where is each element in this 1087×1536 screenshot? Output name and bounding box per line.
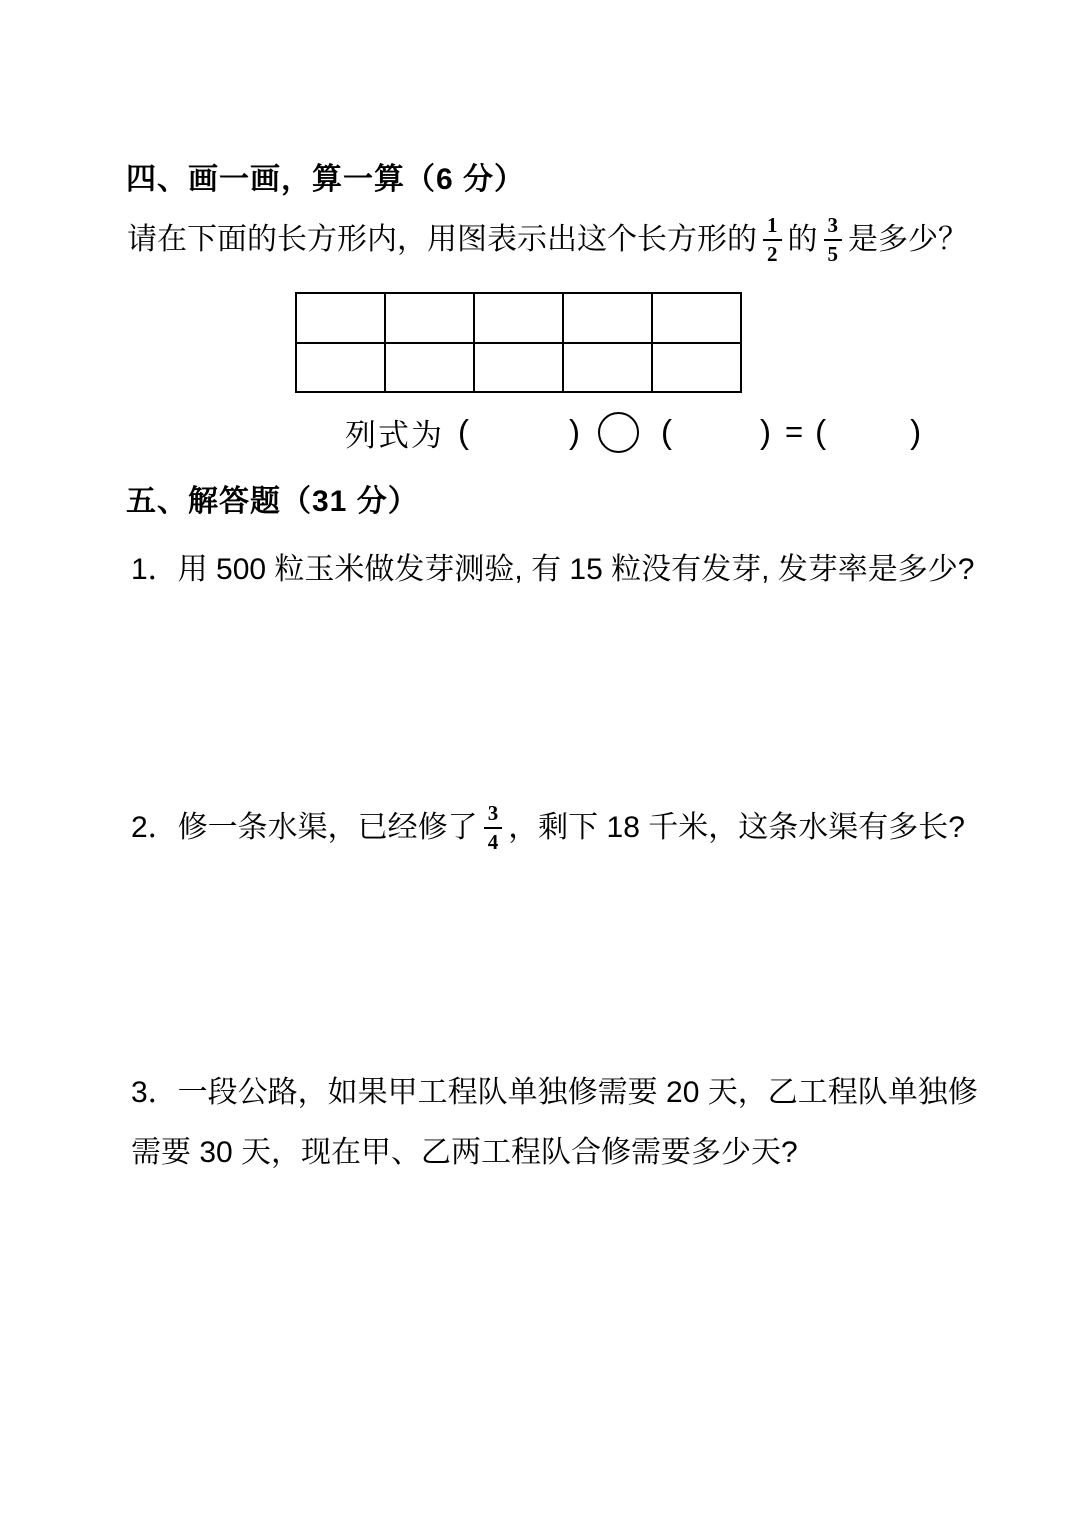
grid-cell (296, 293, 385, 343)
equation-line (345, 407, 921, 457)
open-paren: ( (815, 413, 827, 450)
answer-blank (826, 432, 910, 433)
grid-cell (652, 293, 741, 343)
question-3-line2: 需要 30 天，现在甲、乙两工程队合修需要多少天? (131, 1136, 798, 1169)
answer-grid (295, 292, 742, 393)
fraction-numerator: 3 (484, 803, 503, 829)
close-paren: ) (910, 413, 922, 450)
question-3-line1: 3．一段公路，如果甲工程队单独修需要 20 天，乙工程队单独修 (131, 1076, 978, 1109)
open-paren: ( (661, 413, 672, 450)
fraction-numerator: 1 (763, 215, 782, 241)
intro-text-mid: 的 (787, 223, 818, 256)
q2-text-after: ，剩下 18 千米，这条水渠有多长? (508, 811, 965, 844)
fraction-denominator: 5 (827, 242, 838, 266)
close-paren: ) (569, 413, 580, 450)
intro-text-after: 是多少？ (848, 223, 968, 256)
grid-cell (385, 293, 474, 343)
answer-blank (469, 432, 569, 433)
section4-intro (127, 213, 968, 267)
fraction-three-fifths (824, 215, 843, 265)
grid-cell (563, 293, 652, 343)
equation-label: 列式为 (345, 417, 444, 453)
question-2 (131, 801, 965, 855)
section4-heading: 四、画一画，算一算（6 分） (126, 163, 526, 196)
grid-row (296, 343, 741, 393)
grid-row (296, 293, 741, 343)
grid-cell (563, 343, 652, 393)
operator-circle-icon (598, 412, 639, 453)
intro-text-before: 请在下面的长方形内，用图表示出这个长方形的 (127, 223, 757, 256)
open-paren: ( (458, 413, 469, 450)
equals-sign: = (785, 414, 804, 449)
close-paren: ) (760, 413, 771, 450)
grid-cell (296, 343, 385, 393)
grid-cell (385, 343, 474, 393)
grid-cell (474, 293, 563, 343)
answer-blank (672, 432, 760, 433)
grid-cell (652, 343, 741, 393)
fraction-denominator: 4 (487, 830, 499, 854)
fraction-three-quarters (484, 803, 503, 853)
grid-cell (474, 343, 563, 393)
fraction-numerator: 3 (824, 215, 843, 241)
q2-text-before: 2．修一条水渠，已经修了 (131, 811, 478, 844)
question-1: 1．用 500 粒玉米做发芽测验, 有 15 粒没有发芽, 发芽率是多少? (131, 553, 975, 586)
fraction-one-half (763, 215, 782, 265)
section5-heading: 五、解答题（31 分） (126, 485, 419, 518)
fraction-denominator: 2 (767, 242, 778, 266)
